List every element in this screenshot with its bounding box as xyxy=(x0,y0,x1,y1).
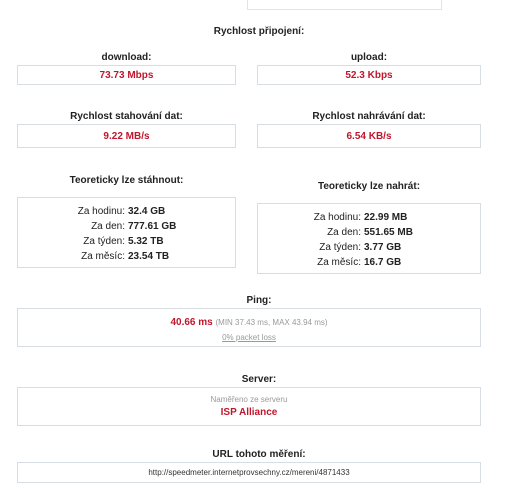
stat-value: 23.54 TB xyxy=(128,251,170,262)
url-box[interactable] xyxy=(17,462,481,483)
download-rate-label: Rychlost stahování dat: xyxy=(70,111,183,122)
theoretical-download-box xyxy=(17,197,236,268)
theoretical-upload-title: Teoreticky lze nahrát: xyxy=(317,181,421,192)
ping-line xyxy=(18,317,480,328)
url-title: URL tohoto měření: xyxy=(212,449,306,460)
upload-rate-box xyxy=(257,124,481,148)
stat-value: 3.77 GB xyxy=(364,242,402,253)
server-measured-label: Naměřeno ze serveru xyxy=(210,395,288,404)
stat-label: Za týden: xyxy=(83,236,125,247)
stat-value: 551.65 MB xyxy=(364,227,413,238)
ping-value: 40.66 ms xyxy=(170,317,213,328)
theoretical-download-title: Teoreticky lze stáhnout: xyxy=(69,175,184,186)
stat-label: Za hodinu: xyxy=(313,212,361,223)
stat-row xyxy=(258,240,480,255)
speed-section-title: Rychlost připojení: xyxy=(213,26,305,37)
stat-label: Za den: xyxy=(91,221,125,232)
theoretical-download-stats xyxy=(18,204,235,264)
stat-row xyxy=(18,249,235,264)
download-rate-box xyxy=(17,124,236,148)
ping-range: (MIN 37.43 ms, MAX 43.94 ms) xyxy=(215,318,328,327)
download-box xyxy=(17,65,236,85)
theoretical-upload-stats xyxy=(258,210,480,270)
stat-value: 32.4 GB xyxy=(128,206,166,217)
stat-value: 777.61 GB xyxy=(128,221,177,232)
stat-label: Za měsíc: xyxy=(317,257,361,268)
stat-row xyxy=(258,225,480,240)
upload-value: 52.3 Kbps xyxy=(345,70,393,81)
packet-loss-link[interactable]: 0% packet loss xyxy=(222,333,276,342)
ping-box xyxy=(17,308,481,347)
server-box xyxy=(17,387,481,426)
url-value[interactable]: http://speedmeter.internetprovsechny.cz/mereni/4871433 xyxy=(148,468,350,477)
stat-value: 22.99 MB xyxy=(364,212,408,223)
stat-row xyxy=(258,255,480,270)
stat-value: 5.32 TB xyxy=(128,236,164,247)
stat-value: 16.7 GB xyxy=(364,257,402,268)
download-value: 73.73 Mbps xyxy=(99,70,154,81)
stat-label: Za měsíc: xyxy=(81,251,125,262)
stat-row xyxy=(18,219,235,234)
top-box xyxy=(247,0,442,10)
stat-row xyxy=(18,204,235,219)
theoretical-upload-box xyxy=(257,203,481,274)
upload-rate-value: 6.54 KB/s xyxy=(346,131,392,142)
stat-row xyxy=(18,234,235,249)
stat-row xyxy=(258,210,480,225)
download-label: download: xyxy=(101,52,152,63)
server-name: ISP Alliance xyxy=(220,407,278,418)
server-title: Server: xyxy=(241,374,277,385)
upload-box xyxy=(257,65,481,85)
stat-label: Za den: xyxy=(327,227,361,238)
stat-label: Za hodinu: xyxy=(77,206,125,217)
stat-label: Za týden: xyxy=(319,242,361,253)
upload-label: upload: xyxy=(350,52,388,63)
download-rate-value: 9.22 MB/s xyxy=(103,131,150,142)
ping-title: Ping: xyxy=(246,295,272,306)
upload-rate-label: Rychlost nahrávání dat: xyxy=(312,111,426,122)
